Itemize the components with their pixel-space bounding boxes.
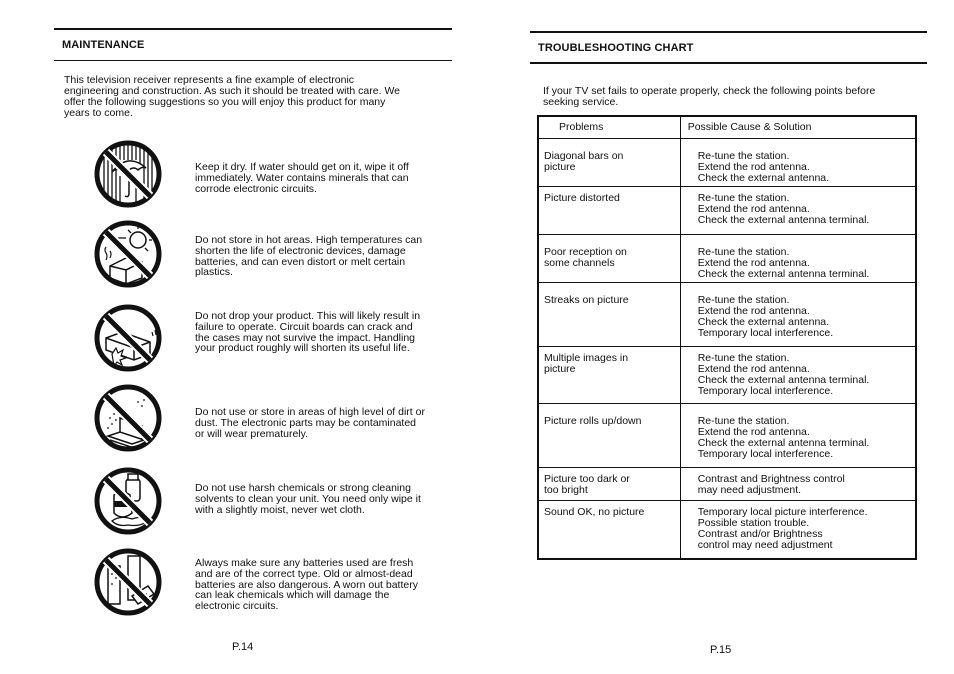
no-water-umbrella-icon <box>92 138 164 210</box>
header-problems: Problems <box>538 116 680 139</box>
maintenance-intro: This television receiver represents a fine example of electronic engineering and construction. As such it should be treated with care. We offer the following suggestions so you will enjoy this product for many years to come. <box>64 74 401 119</box>
solution-cell <box>680 404 916 468</box>
solution-text: Check the external antenna terminal. <box>697 267 870 280</box>
solution-cell <box>680 501 916 559</box>
tip-text: Do not use harsh chemicals or strong cleaning solvents to clean your unit. You need only wipe it with a slightly moist, never wet cloth. <box>195 482 421 516</box>
problem-text: Picture distorted <box>544 192 620 204</box>
maintenance-tip <box>92 382 432 462</box>
no-drop-icon <box>92 302 164 374</box>
heading-top-rule <box>54 28 452 30</box>
solution-text: Re-tune the station. <box>697 415 790 427</box>
table-header-row <box>538 116 916 139</box>
table-row <box>538 501 916 559</box>
problem-text: too bright <box>544 483 588 496</box>
solution-cell <box>680 347 916 404</box>
solution-text: Temporary local interference. <box>697 326 834 339</box>
solution-text: Temporary local interference. <box>697 447 834 460</box>
solution-text: Re-tune the station. <box>697 352 790 364</box>
solution-cell <box>680 187 916 235</box>
maintenance-tip <box>92 546 432 626</box>
table-row <box>538 283 916 347</box>
tip-text: Always make sure any batteries used are fresh and are of the correct type. Old or almost-dead batteries are also dangerous. A worn out battery can leak chemicals which will damage the electronic circuits. <box>195 557 418 613</box>
troubleshooting-heading: TROUBLESHOOTING CHART <box>538 42 694 54</box>
solution-text: control may need adjustment <box>697 538 833 551</box>
no-dust-icon <box>92 382 164 454</box>
solution-text: Check the external antenna terminal. <box>697 373 870 386</box>
solution-text: Extend the rod antenna. <box>697 362 810 375</box>
solution-text: Check the external antenna. <box>697 171 830 184</box>
problem-cell <box>538 347 680 404</box>
maintenance-tip <box>92 138 432 218</box>
no-bad-batteries-icon <box>92 546 164 618</box>
no-heat-sun-icon <box>92 218 164 290</box>
solution-text: Check the external antenna terminal. <box>697 213 870 226</box>
problem-cell <box>538 404 680 468</box>
solution-text: Contrast and Brightness control <box>697 473 845 485</box>
solution-cell <box>680 235 916 283</box>
problem-cell <box>538 235 680 283</box>
table-row <box>538 187 916 235</box>
problem-text: some channels <box>544 256 615 269</box>
problem-text: Poor reception on <box>544 246 627 258</box>
header-cause-solution: Possible Cause & Solution <box>680 116 916 139</box>
solution-text: Re-tune the station. <box>697 246 790 258</box>
heading-top-rule <box>530 31 927 33</box>
problem-text: picture <box>544 362 576 375</box>
solution-text: Possible station trouble. <box>697 516 810 529</box>
table-row <box>538 139 916 187</box>
tip-text: Keep it dry. If water should get on it, wipe it off immediately. Water contains minerals that can corrode electronic circuits. <box>195 161 409 195</box>
solution-text: Check the external antenna terminal. <box>697 436 870 449</box>
maintenance-tip <box>92 218 432 298</box>
solution-text: Re-tune the station. <box>697 192 790 204</box>
solution-text: Contrast and/or Brightness <box>697 527 823 540</box>
table-row <box>538 404 916 468</box>
heading-bottom-rule <box>530 62 927 64</box>
heading-bottom-rule <box>54 60 452 61</box>
problem-text: Sound OK, no picture <box>544 506 645 518</box>
solution-cell <box>680 468 916 501</box>
solution-cell <box>680 139 916 187</box>
problem-text: Multiple images in <box>544 352 629 364</box>
maintenance-tip <box>92 465 432 545</box>
maintenance-tip <box>92 302 432 382</box>
problem-cell <box>538 501 680 559</box>
problem-text: Streaks on picture <box>544 294 629 306</box>
tip-text: Do not drop your product. This will likely result in failure to operate. Circuit boards can crack and the cases may not survive the impact. Handling your product roughly will shorten its useful life. <box>195 310 421 355</box>
solution-text: Extend the rod antenna. <box>697 425 810 438</box>
troubleshooting-table <box>537 115 917 560</box>
problem-text: Picture rolls up/down <box>544 415 642 427</box>
problem-cell <box>538 283 680 347</box>
table-row <box>538 347 916 404</box>
solution-text: Temporary local interference. <box>697 384 834 397</box>
tip-text: Do not store in hot areas. High temperatures can shorten the life of electronic devices, damage batteries, and can even distort or melt certain plastics. <box>195 234 423 279</box>
table-row <box>538 235 916 283</box>
problem-cell <box>538 139 680 187</box>
maintenance-heading: MAINTENANCE <box>62 39 145 51</box>
problem-text: Picture too dark or <box>544 473 630 485</box>
page-number: P.15 <box>710 644 732 656</box>
troubleshooting-intro: If your TV set fails to operate properly, check the following points before seeking service. <box>543 85 876 108</box>
problem-cell <box>538 187 680 235</box>
page-number: P.14 <box>232 641 254 653</box>
table-row <box>538 468 916 501</box>
solution-text: Re-tune the station. <box>697 294 790 306</box>
solution-text: Extend the rod antenna. <box>697 160 810 173</box>
problem-text: Diagonal bars on <box>544 150 624 162</box>
solution-text: may need adjustment. <box>697 483 802 496</box>
solution-text: Re-tune the station. <box>697 150 790 162</box>
solution-cell <box>680 283 916 347</box>
solution-text: Extend the rod antenna. <box>697 256 810 269</box>
solution-text: Extend the rod antenna. <box>697 202 810 215</box>
solution-text: Temporary local picture interference. <box>697 506 868 518</box>
no-chemicals-icon <box>92 465 164 537</box>
page-right-troubleshooting <box>477 0 954 674</box>
solution-text: Extend the rod antenna. <box>697 304 810 317</box>
tip-text: Do not use or store in areas of high level of dirt or dust. The electronic parts may be contaminated or will wear prematurely. <box>195 406 425 440</box>
solution-text: Check the external antenna. <box>697 315 830 328</box>
problem-text: picture <box>544 160 576 173</box>
problem-cell <box>538 468 680 501</box>
